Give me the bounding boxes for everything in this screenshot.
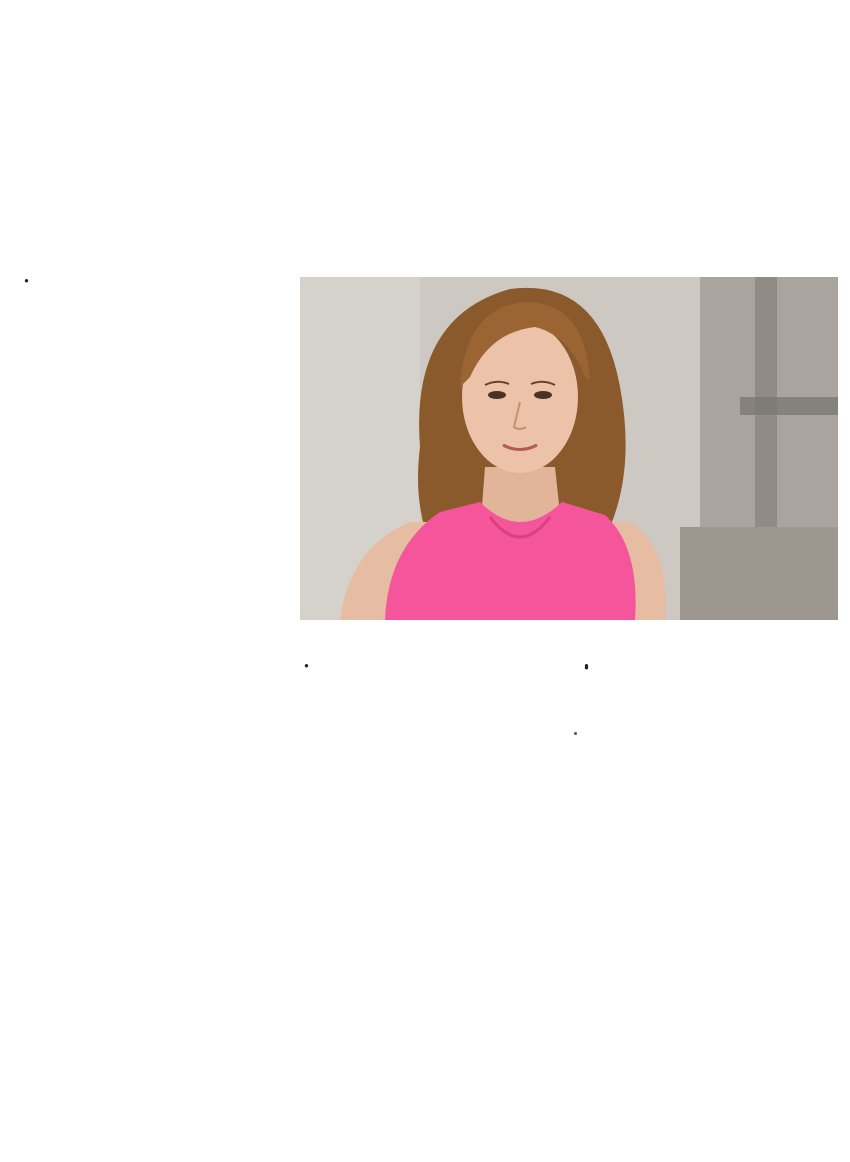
portrait-illustration — [300, 277, 838, 620]
article-column-3 — [578, 656, 838, 658]
lead-paragraph — [20, 173, 720, 195]
headline — [18, 44, 818, 102]
article-column-2 — [298, 656, 558, 658]
portrait-photo — [300, 277, 838, 620]
print-speck — [574, 732, 577, 735]
article-column-1 — [18, 271, 276, 329]
